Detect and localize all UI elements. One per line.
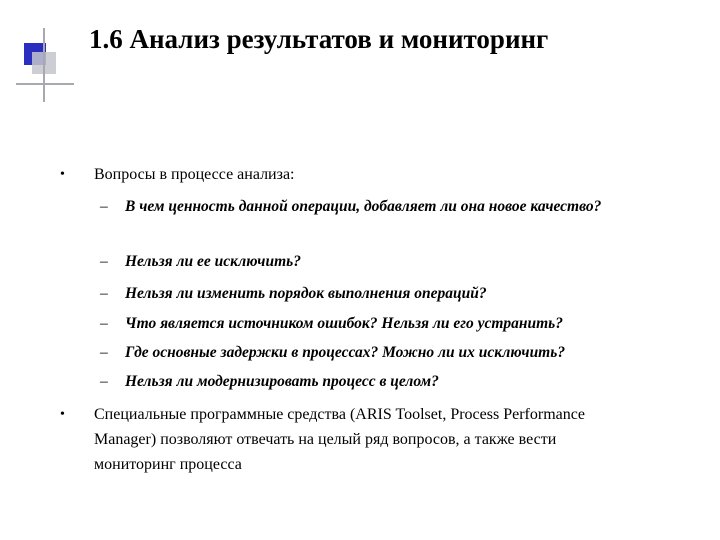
dash-marker: –	[100, 344, 108, 361]
sub-item-text: Что является источником ошибок? Нельзя ли его устранить?	[125, 315, 564, 332]
sub-item-text: Нельзя ли ее исключить?	[125, 253, 301, 270]
slide-title: 1.6 Анализ результатов и мониторинг	[89, 24, 549, 54]
dash-marker: –	[100, 253, 108, 270]
horizontal-line-decoration	[16, 83, 74, 85]
sub-item-text: Где основные задержки в процессах? Можно ли их исключить?	[125, 344, 566, 361]
dash-marker: –	[100, 315, 108, 332]
dash-marker: –	[100, 285, 108, 302]
sub-item-text: Нельзя ли изменить порядок выполнения операций?	[125, 285, 487, 302]
bullet-marker: •	[60, 407, 65, 422]
bullet-marker: •	[60, 167, 65, 182]
dash-marker: –	[100, 198, 108, 215]
dash-marker: –	[100, 373, 108, 390]
vertical-line-decoration	[43, 28, 45, 102]
sub-item-text: В чем ценность данной операции, добавляет ли она новое качество?	[125, 198, 602, 215]
sub-item-text: Нельзя ли модернизировать процесс в целом?	[125, 373, 439, 390]
bullet-text: Вопросы в процессе анализа:	[94, 166, 295, 183]
bullet-text: Специальные программные средства (ARIS Toolset, Process Performance Manager) позволяют отвечать на целый ряд вопросов, а также вести мониторинг процесса	[94, 406, 585, 473]
